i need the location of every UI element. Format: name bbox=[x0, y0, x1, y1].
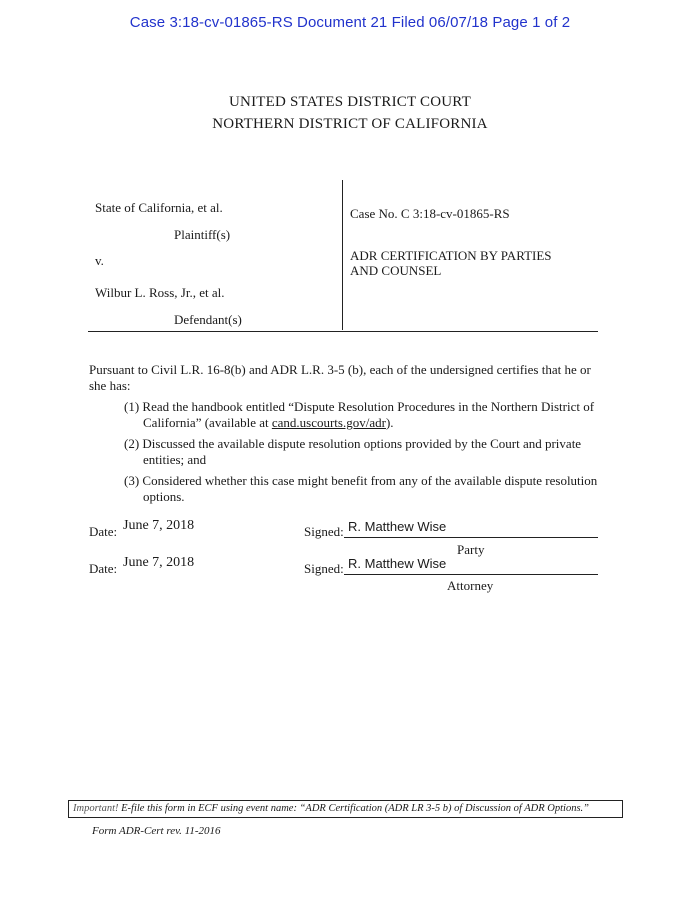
document-title-line2: AND COUNSEL bbox=[350, 263, 442, 278]
ecf-header: Case 3:18-cv-01865-RS Document 21 Filed 06/07/18 Page 1 of 2 bbox=[129, 14, 571, 31]
case-number: Case No. C 3:18-cv-01865-RS bbox=[350, 206, 510, 221]
document-title-line1: ADR CERTIFICATION BY PARTIES bbox=[350, 248, 552, 263]
signature-line-1 bbox=[344, 537, 598, 538]
defendant-name: Wilbur L. Ross, Jr., et al. bbox=[95, 285, 225, 300]
item-1-line-2 bbox=[143, 414, 394, 431]
caption-vertical-rule bbox=[342, 180, 343, 330]
intro-line-2: she has: bbox=[89, 378, 131, 393]
date-label-1: Date: bbox=[89, 524, 118, 539]
item-3-line-1: (3) Considered whether this case might benefit from any of the available dispute resolution bbox=[124, 473, 598, 488]
date-value-2: June 7, 2018 bbox=[123, 555, 195, 570]
signature-name-1: R. Matthew Wise bbox=[348, 519, 447, 534]
date-value-1: June 7, 2018 bbox=[123, 518, 195, 533]
signature-role-1: Party bbox=[457, 542, 485, 557]
signed-label-2: Signed: bbox=[304, 561, 344, 576]
signature-line-2 bbox=[344, 574, 598, 575]
item-1-line-1: (1) Read the handbook entitled “Dispute Resolution Procedures in the Northern District of bbox=[124, 399, 595, 414]
caption-horizontal-rule bbox=[88, 331, 598, 332]
item-1-text-end: ). bbox=[385, 415, 394, 430]
efile-notice bbox=[68, 800, 623, 818]
item-2-line-1: (2) Discussed the available dispute resolution options provided by the Court and private bbox=[124, 436, 582, 451]
signature-role-2: Attorney bbox=[447, 578, 494, 593]
notice-important: Important! bbox=[73, 803, 119, 814]
court-district: NORTHERN DISTRICT OF CALIFORNIA bbox=[212, 116, 488, 132]
item-2-line-2: entities; and bbox=[143, 452, 207, 467]
court-name: UNITED STATES DISTRICT COURT bbox=[229, 94, 471, 110]
versus: v. bbox=[95, 253, 104, 268]
adr-handbook-link[interactable]: cand.uscourts.gov/adr bbox=[271, 415, 386, 430]
plaintiff-name: State of California, et al. bbox=[95, 200, 223, 215]
item-1-text: California” (available at bbox=[143, 415, 272, 430]
item-3-line-2: options. bbox=[143, 489, 185, 504]
signed-label-1: Signed: bbox=[304, 524, 344, 539]
notice-text: E-file this form in ECF using event name: “ADR Certification (ADR LR 3-5 b) of Discussion of ADR Options.” bbox=[118, 803, 590, 814]
signature-name-2: R. Matthew Wise bbox=[348, 556, 447, 571]
form-revision: Form ADR-Cert rev. 11-2016 bbox=[92, 825, 221, 837]
intro-line-1: Pursuant to Civil L.R. 16-8(b) and ADR L.R. 3-5 (b), each of the undersigned certifies that he or bbox=[89, 362, 591, 377]
date-label-2: Date: bbox=[89, 561, 118, 576]
defendant-role: Defendant(s) bbox=[174, 312, 242, 327]
plaintiff-role: Plaintiff(s) bbox=[174, 227, 231, 242]
